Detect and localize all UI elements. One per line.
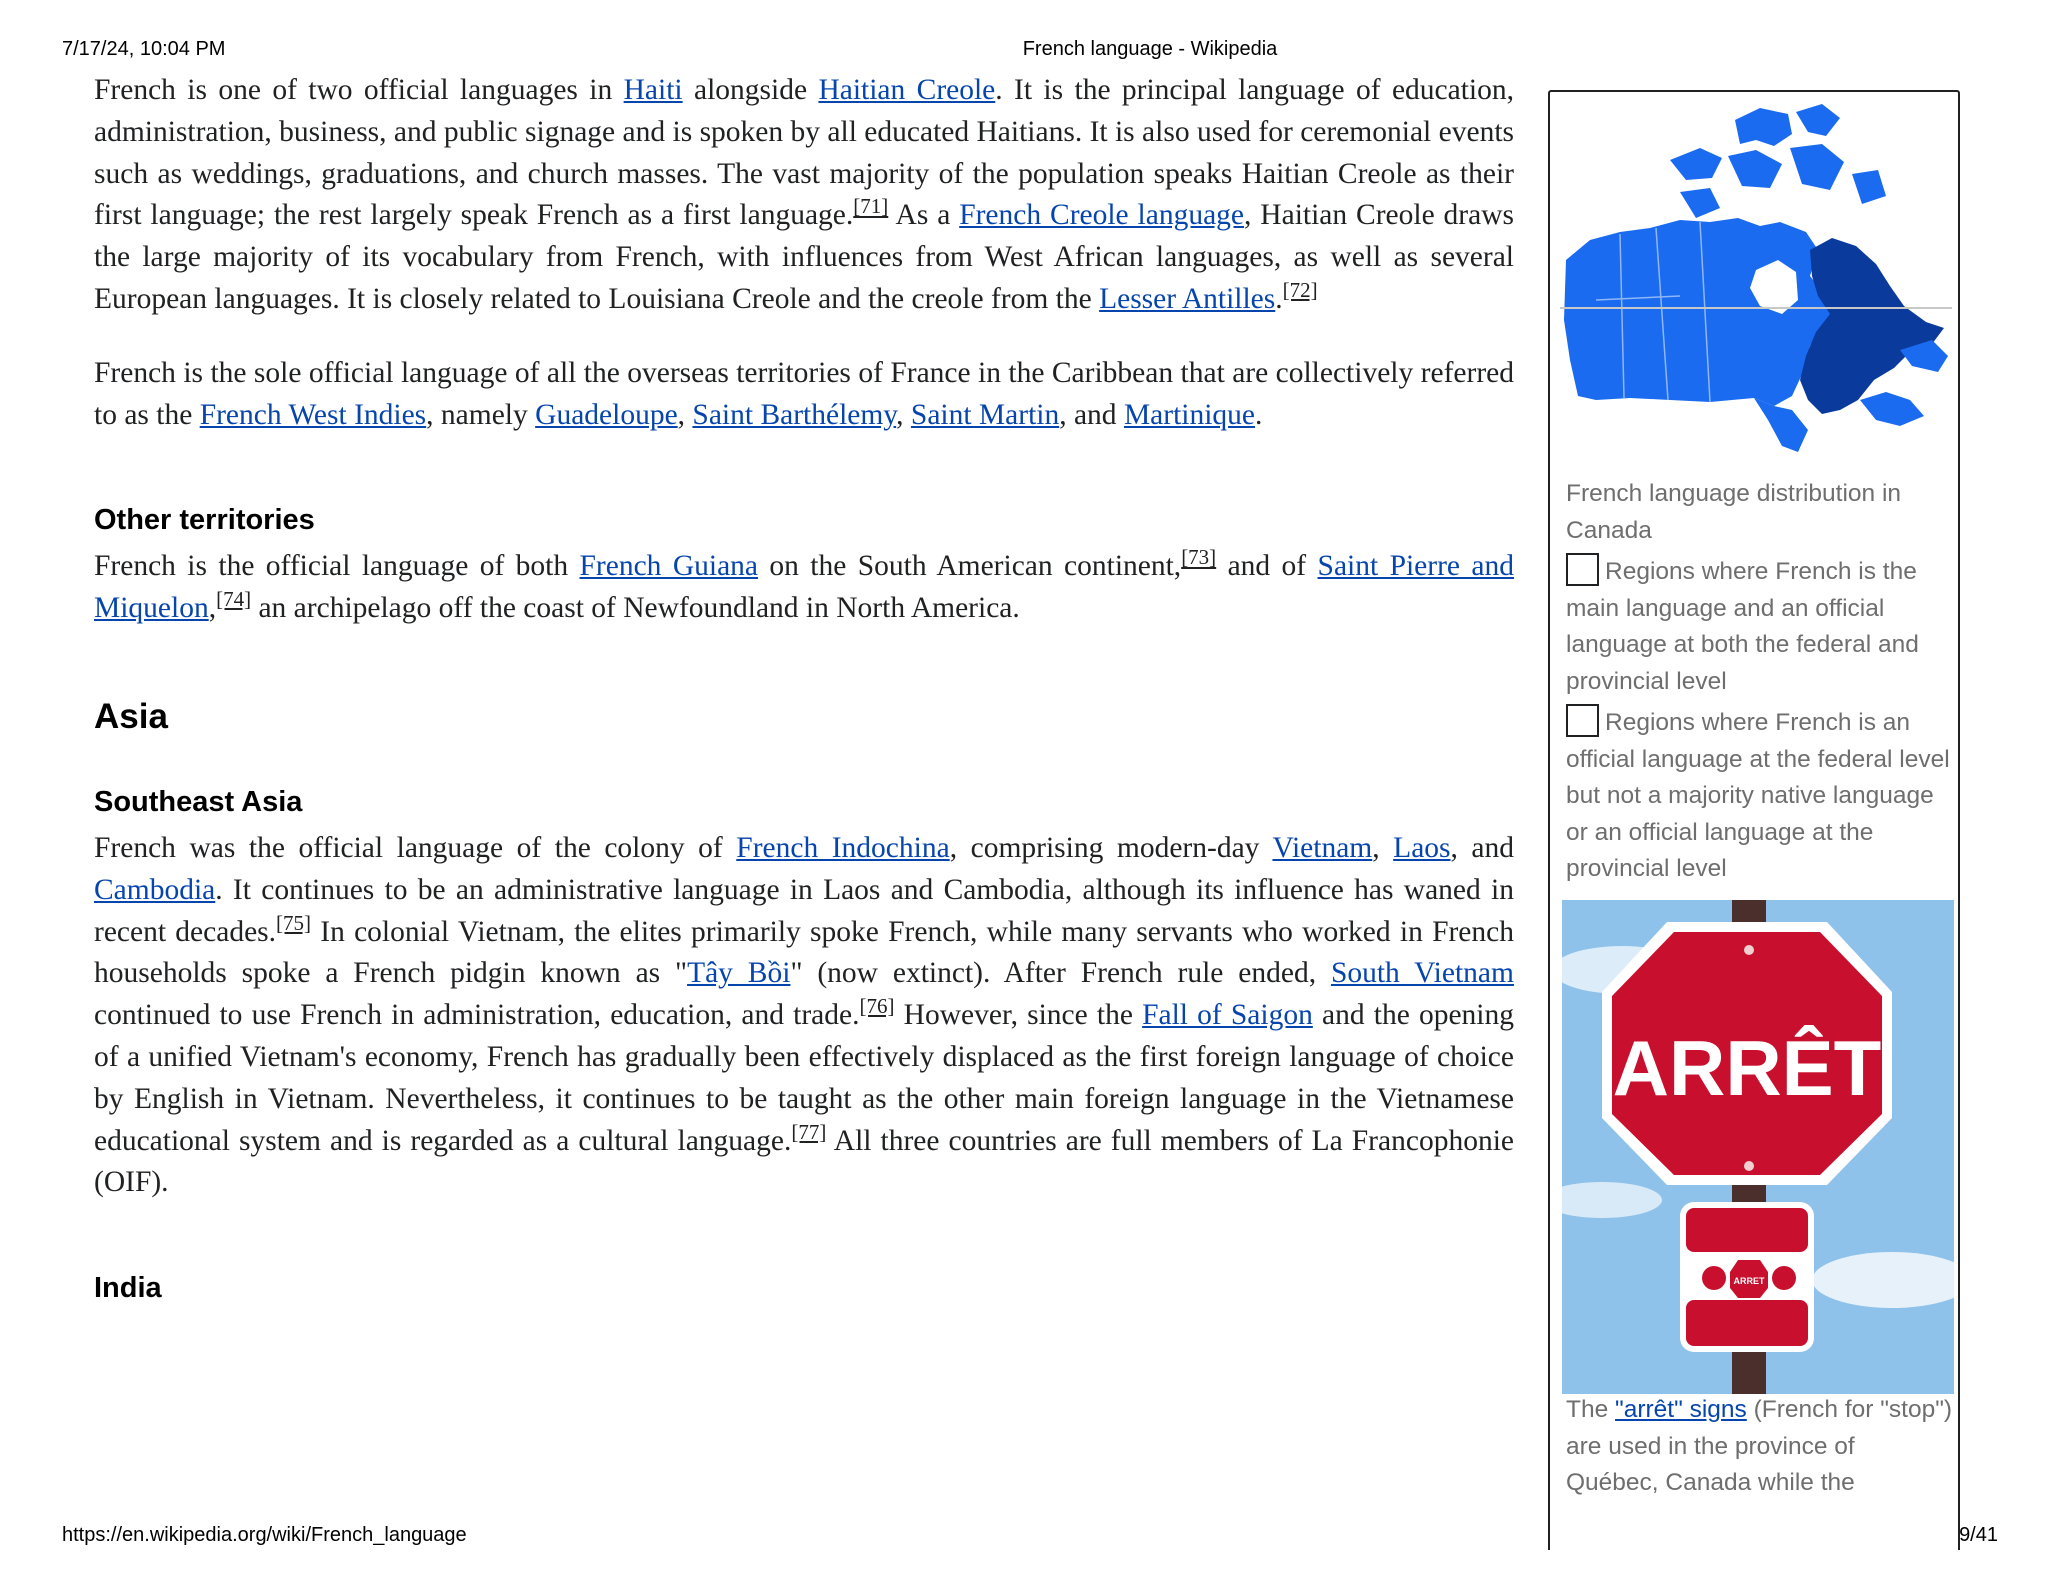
southeast-asia-paragraph: French was the official language of the colony of French Indochina, comprising modern-day Vietnam, Laos, and Cambodia. It continues to be an administrative language in Laos and Cambodia, although its influence has waned in recent decades.[75] In colonial Vietnam, the elites primarily spoke French, while many servants who worked in French households spoke a French pidgin known as "Tây Bồi" (now extinct). After French rule ended, South Vietnam continued to use French in administration, education, and trade.[76] However, since the Fall of Saigon and the opening of a unified Vietnam's economy, French has gradually been effectively displaced as the first foreign language of choice by English in Vietnam. Nevertheless, it continues to be taught as the other main foreign language in the Vietnamese educational system and is regarded as a cultural language.[77] All three countries are full members of La Francophonie (OIF). bbox=[94, 831, 1515, 1199]
legend-swatch-dark bbox=[1566, 553, 1599, 586]
link-haiti[interactable]: Haiti bbox=[623, 74, 683, 106]
print-footer bbox=[0, 1524, 2048, 1548]
link-lesser-antilles[interactable]: Lesser Antilles bbox=[1099, 282, 1276, 315]
caribbean-paragraph: French is the sole official language of all the overseas territories of France in the Caribbean that are collectively referred to as the French West Indies, namely Guadeloupe, Saint Barthélemy, Saint Martin, and Martinique. bbox=[94, 356, 1514, 431]
print-header bbox=[0, 38, 2048, 62]
legend-swatch-light bbox=[1566, 704, 1599, 737]
legend-item-federal-only bbox=[1566, 704, 1954, 888]
stop-sign-image bbox=[1562, 900, 1954, 1394]
link-vietnam[interactable]: Vietnam bbox=[1272, 831, 1373, 864]
print-datetime: 7/17/24, 10:04 PM bbox=[62, 38, 226, 60]
ref-72[interactable]: [72] bbox=[1282, 278, 1318, 303]
canada-french-map[interactable] bbox=[1560, 100, 1952, 480]
ref-74[interactable]: [74] bbox=[216, 587, 252, 612]
link-laos[interactable]: Laos bbox=[1393, 831, 1451, 864]
other-territories-paragraph: French is the official language of both French Guiana on the South American continent,[73] and of Saint Pierre and Miquelon,[74] an archipelago off the coast of Newfoundland in North America. bbox=[94, 545, 1514, 625]
map-caption bbox=[1566, 476, 1954, 888]
heading-india: India bbox=[94, 1272, 162, 1305]
legend-label-federal: Regions where French is an official language at the federal level but not a majority native language or an official language at the provincial level bbox=[1566, 709, 1950, 882]
link-saint-pierre-miquelon[interactable]: Saint Pierre and Miquelon bbox=[94, 550, 1514, 625]
thumbnail-sidebar bbox=[1548, 90, 1960, 1550]
link-fall-of-saigon[interactable]: Fall of Saigon bbox=[1142, 999, 1313, 1032]
stop-sign-photo[interactable] bbox=[1562, 900, 1954, 1394]
print-url: https://en.wikipedia.org/wiki/French_language bbox=[62, 1524, 467, 1546]
article-content bbox=[94, 70, 1514, 1306]
heading-asia: Asia bbox=[94, 696, 168, 736]
link-tay-boi[interactable]: Tây Bồi bbox=[687, 957, 791, 990]
link-south-vietnam[interactable]: South Vietnam bbox=[1330, 957, 1514, 990]
heading-southeast-asia: Southeast Asia bbox=[94, 785, 303, 818]
ref-77[interactable]: [77] bbox=[791, 1119, 827, 1144]
map-caption-title: French language distribution in Canada bbox=[1566, 480, 1902, 544]
link-french-creole[interactable]: French Creole language bbox=[959, 199, 1245, 232]
link-martinique[interactable]: Martinique bbox=[1123, 398, 1256, 431]
ref-71[interactable]: [71] bbox=[853, 194, 889, 219]
canada-map-image bbox=[1560, 100, 1952, 480]
haiti-paragraph: French is one of two official languages in Haiti alongside Haitian Creole. It is the principal language of education, administration, business, and public signage and is spoken by all educated Haitians. It is also used for ceremonial events such as weddings, graduations, and church masses. The vast majority of the population speaks Haitian Creole as their first language; the rest largely speak French as a first language.[71] As a French Creole language, Haitian Creole draws the large majority of its vocabulary from French, with influences from West African languages, as well as several European languages. It is closely related to Louisiana Creole and the creole from the Lesser Antilles.[72] bbox=[94, 74, 1515, 315]
stop-sign-caption: The "arrêt" signs (French for "stop") are used in the province of Québec, Canada while the bbox=[1566, 1396, 1953, 1496]
print-title: French language - Wikipedia bbox=[1022, 38, 1278, 60]
link-arret-signs[interactable]: "arrêt" signs bbox=[1615, 1396, 1747, 1423]
ref-73[interactable]: [73] bbox=[1181, 545, 1217, 570]
stop-sign-text: ARRÊT bbox=[1612, 1024, 1882, 1112]
link-haitian-creole[interactable]: Haitian Creole bbox=[818, 74, 996, 106]
print-page-number: 9/41 bbox=[1959, 1524, 1998, 1546]
heading-other-territories: Other territories bbox=[94, 504, 315, 537]
link-french-indochina[interactable]: French Indochina bbox=[736, 831, 950, 864]
legend-label-main: Regions where French is the main language and an official language at both the federal and provincial level bbox=[1566, 558, 1919, 695]
ref-75[interactable]: [75] bbox=[276, 910, 312, 935]
link-guadeloupe[interactable]: Guadeloupe bbox=[535, 398, 678, 431]
link-saint-martin[interactable]: Saint Martin bbox=[910, 398, 1060, 431]
link-cambodia[interactable]: Cambodia bbox=[94, 873, 216, 906]
ref-76[interactable]: [76] bbox=[859, 994, 895, 1019]
link-french-west-indies[interactable]: French West Indies bbox=[199, 398, 427, 431]
stop-sign-small-text: ARRET bbox=[1733, 1276, 1765, 1286]
link-saint-barthelemy[interactable]: Saint Barthélemy bbox=[692, 398, 897, 431]
link-french-guiana[interactable]: French Guiana bbox=[579, 550, 759, 583]
legend-item-main-language bbox=[1566, 553, 1954, 700]
